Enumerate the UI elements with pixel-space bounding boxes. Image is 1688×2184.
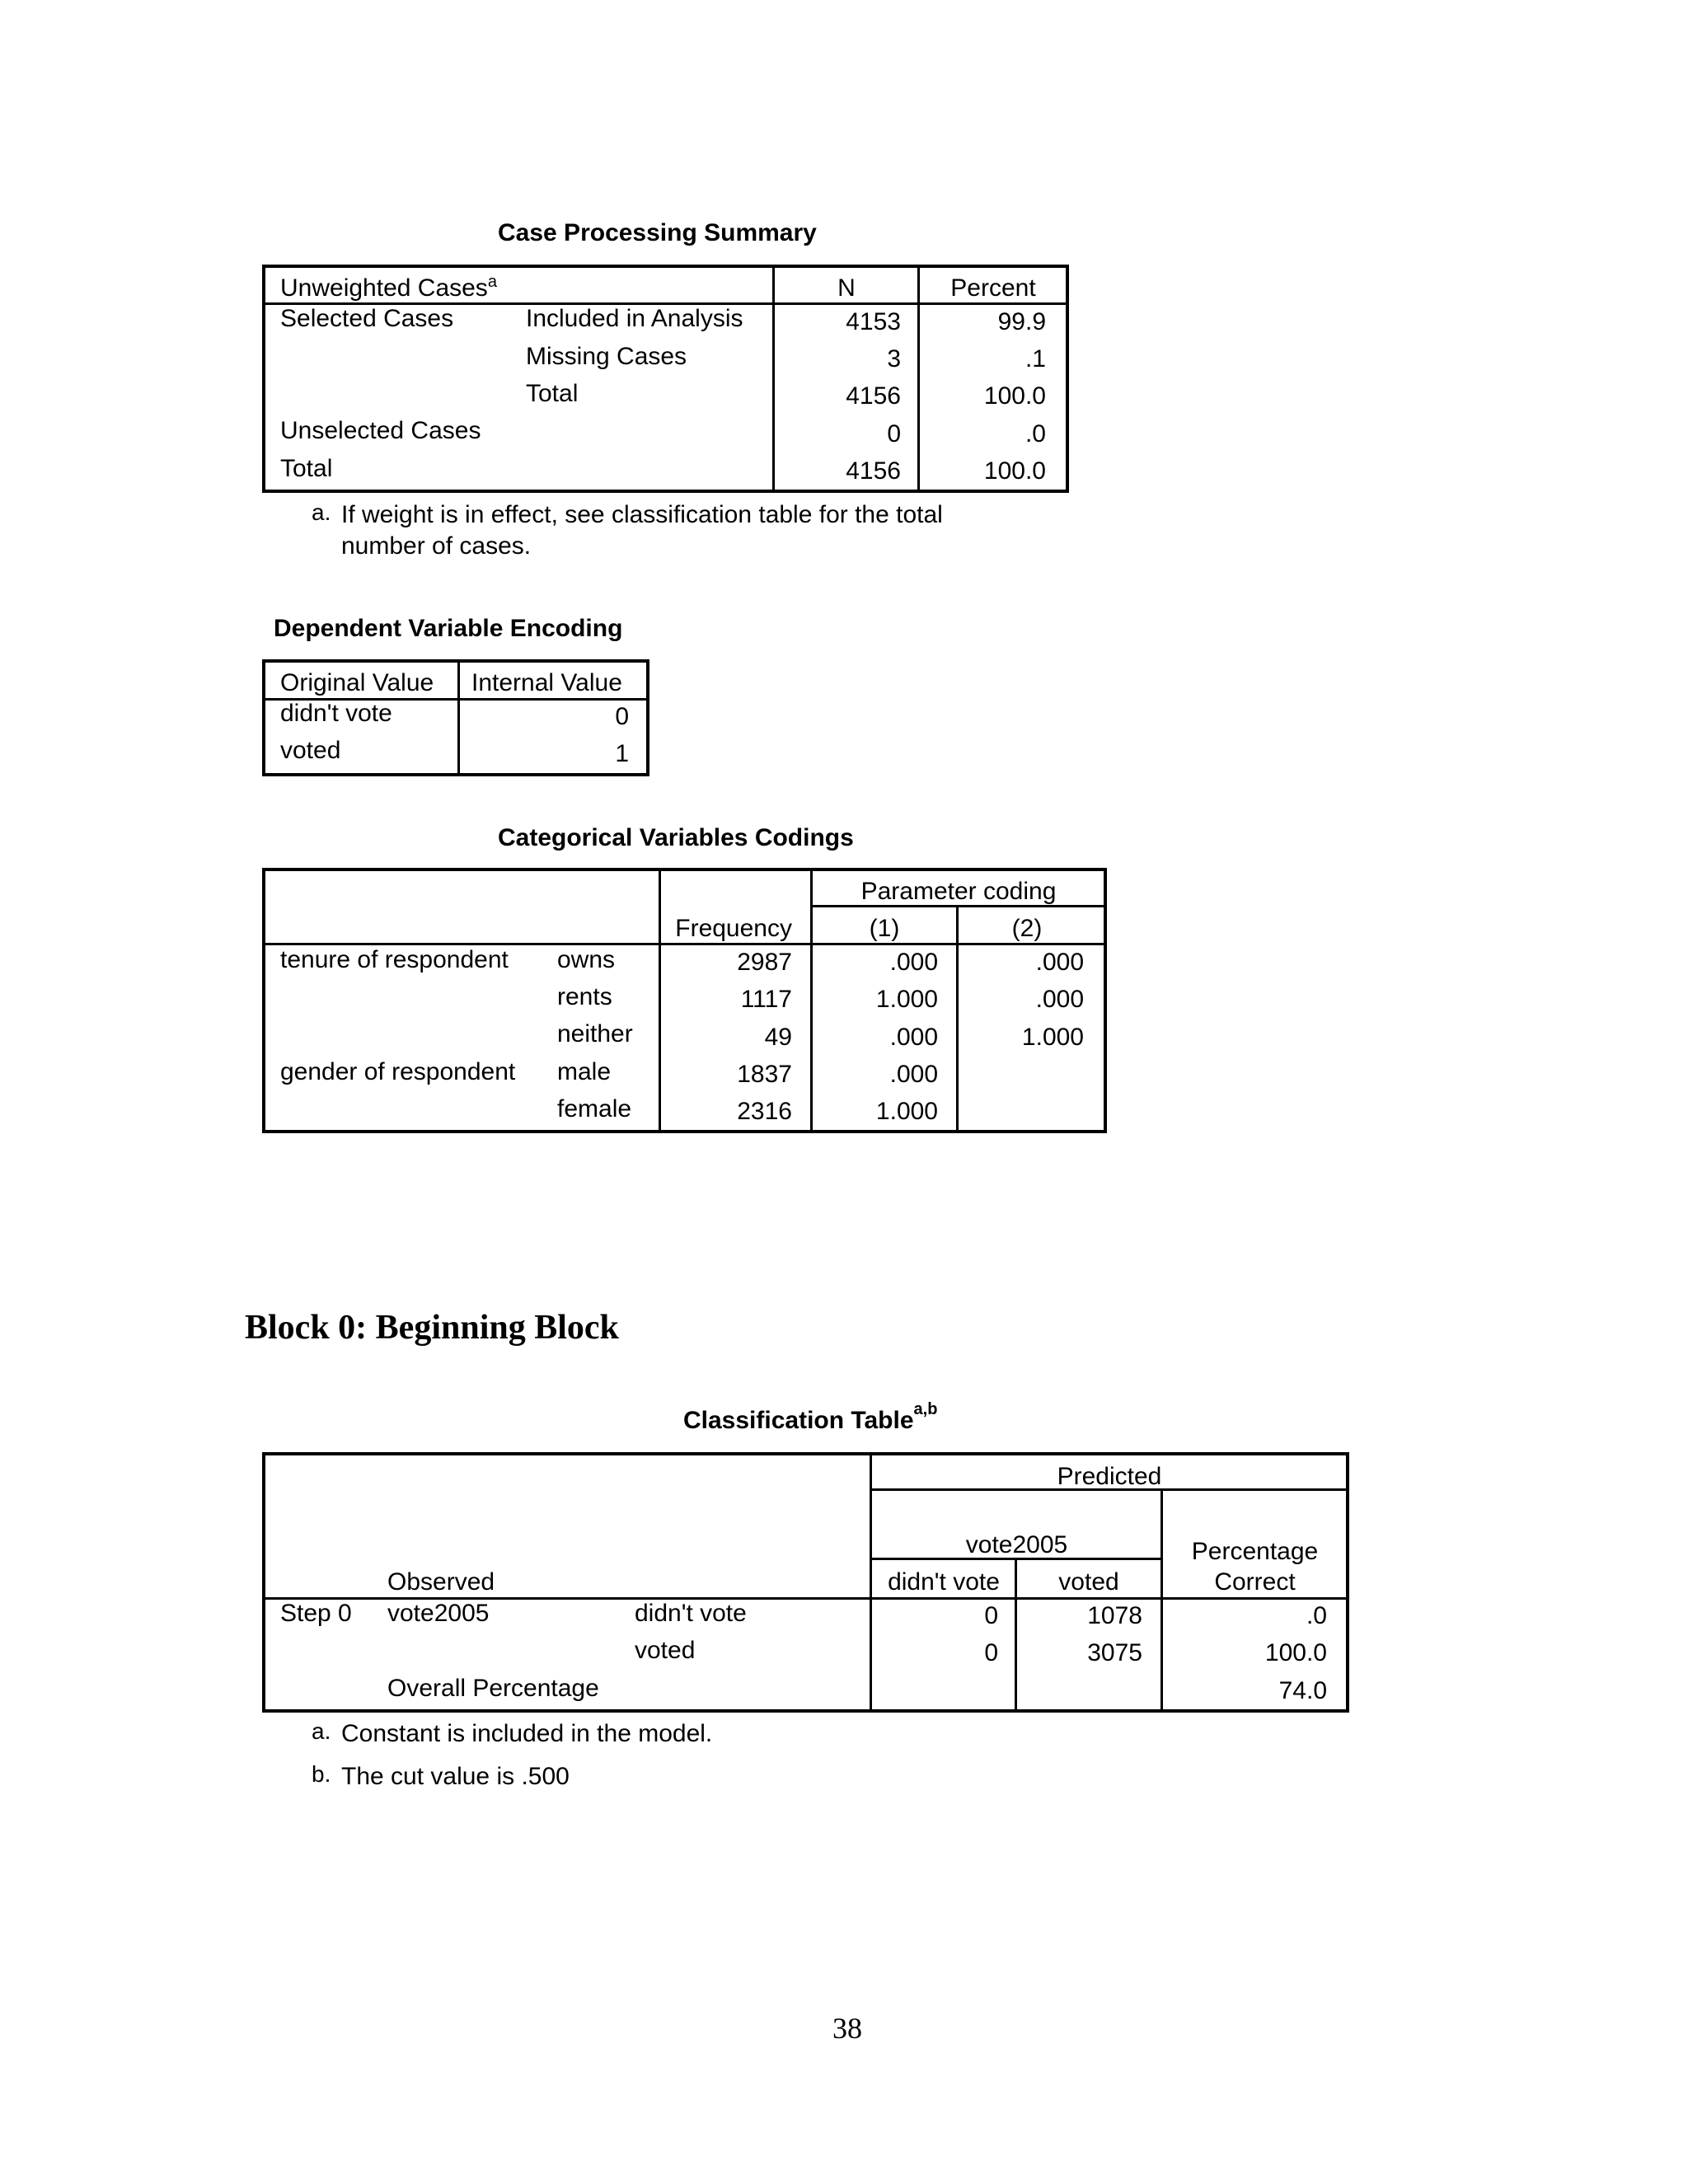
header-param-1: (1): [869, 915, 900, 942]
categorical-codings-title: Categorical Variables Codings: [498, 824, 854, 851]
case-processing-title: Case Processing Summary: [498, 219, 817, 246]
header-percentage: Percentage: [1191, 1538, 1319, 1565]
case-processing-footnote-line1: If weight is in effect, see classification table for the total: [341, 501, 943, 528]
case-processing-footnote-line2: number of cases.: [341, 532, 532, 560]
classification-title: Classification Table$^{a,b}$: [683, 1400, 938, 1434]
header-voted: voted: [1058, 1568, 1119, 1596]
divider: [772, 265, 775, 493]
header-correct: Correct: [1214, 1568, 1296, 1596]
block-heading: Block 0: Beginning Block: [245, 1309, 619, 1347]
dependent-encoding-title: Dependent Variable Encoding: [274, 615, 623, 642]
page-number: 38: [832, 2012, 862, 2045]
header-observed: Observed: [387, 1568, 495, 1596]
header-original-value: Original Value: [280, 669, 434, 696]
header-rule: [262, 943, 1107, 945]
header-vote2005: vote2005: [965, 1531, 1068, 1558]
divider: [659, 868, 661, 1133]
header-predicted: Predicted: [1057, 1463, 1162, 1490]
footnote-label: a.: [312, 1718, 331, 1744]
footnote-label: b.: [312, 1761, 331, 1787]
classification-footnote-b: The cut value is .500: [341, 1763, 570, 1790]
header-parameter-coding: Parameter coding: [860, 878, 1057, 905]
divider: [457, 659, 460, 776]
classification-footnote-a: Constant is included in the model.: [341, 1720, 713, 1747]
header-param-2: (2): [1011, 915, 1043, 942]
divider: [917, 265, 920, 493]
header-internal-value: Internal Value: [471, 669, 622, 696]
header-frequency: Frequency: [675, 915, 792, 942]
divider: [1160, 1490, 1163, 1713]
divider: [870, 1452, 872, 1713]
footnote-label: a.: [312, 499, 331, 525]
header-n: N: [837, 274, 856, 302]
header-unweighted-cases: Unweighted Cases$^a$: [280, 273, 497, 302]
header-didnt-vote: didn't vote: [888, 1568, 1000, 1596]
header-percent: Percent: [950, 274, 1036, 302]
